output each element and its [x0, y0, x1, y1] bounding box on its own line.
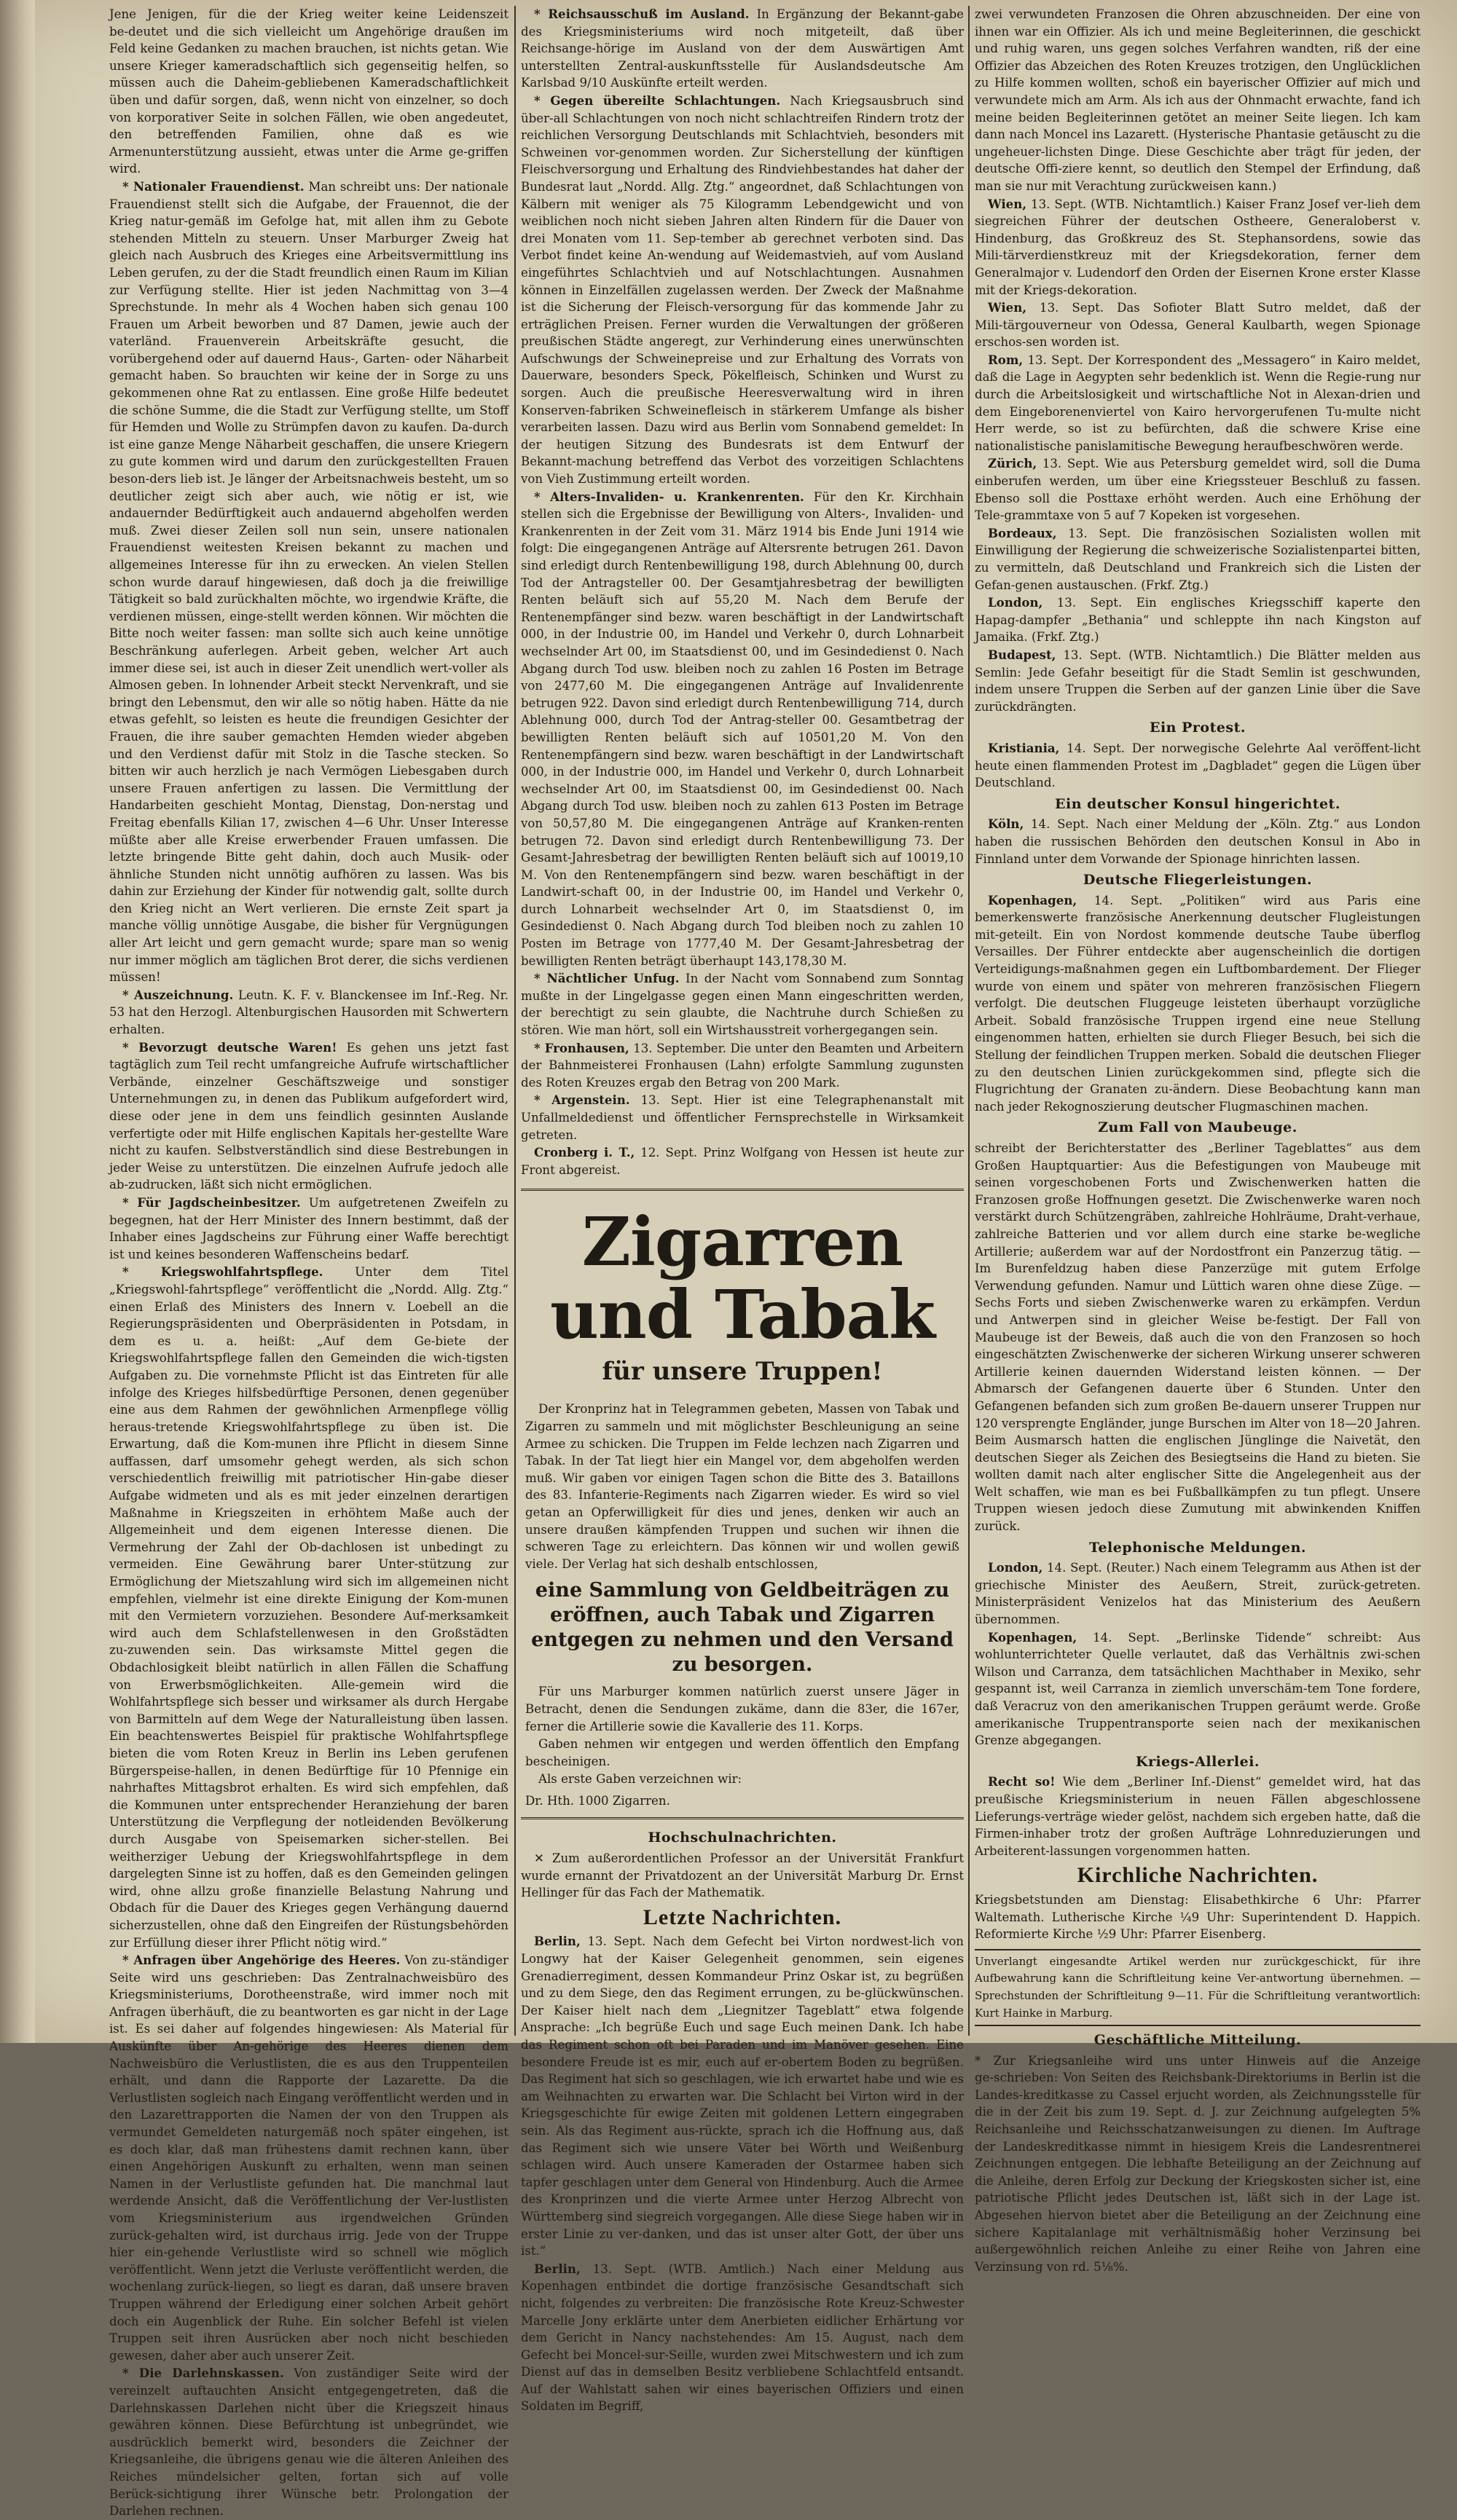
appeal-subline: für unsere Truppen!: [602, 1357, 883, 1387]
article-heading: * Gegen übereilte Schlachtungen.: [534, 92, 781, 108]
section-title-protest: Ein Protest.: [1149, 720, 1246, 736]
article-heading: * Für Jagdscheinbesitzer.: [122, 1194, 301, 1210]
section-title-hochschul: Hochschulnachrichten.: [648, 1830, 837, 1846]
article-kopenhagen-1: [975, 892, 1421, 1116]
article-heading: * Bevorzugt deutsche Waren!: [122, 1039, 337, 1055]
article-text: 12. Sept. Prinz Wolfgang von Hessen ist heute zur Front abgereist.: [521, 1146, 964, 1177]
appeal-gift: Dr. Hth. 1000 Zigarren.: [525, 1793, 670, 1808]
article-heading: * Argenstein.: [534, 1092, 630, 1108]
section-title-allerlei: Kriegs‑Allerlei.: [1135, 1753, 1260, 1770]
article-london-1: [975, 594, 1421, 646]
page-fold-shadow: [0, 0, 35, 2043]
article-schlachtungen: [521, 92, 964, 488]
article-cronberg: [521, 1144, 964, 1178]
article-kirchlich: Kriegsbetstunden am Dienstag: Elisabethkirche 6 Uhr: Pfarrer Waltemath. Lutherische Kirche ¼9 Uhr: Superintendent D. Happich. Reformierte Kirche ½9 Uhr: Pfarrer Eisenberg.: [975, 1892, 1421, 1942]
article-heading: Kopenhagen,: [988, 892, 1077, 907]
article-text: 13. Sept. (WTB. Amtlich.) Nach einer Meldung aus Kopenhagen entbindet die dortige französische Gesandtschaft sich nicht, folgendes zu verbreiten: Die französische Rote Kreuz‑Schwester Marcelle Jony erklärte unter dem Anerbieten eidlicher Erhärtung vor dem Gericht in Nancy nachstehendes: Am 15. August, nach dem Gefecht bei Moncel‑sur‑Seille, wurden zwei Mitschwestern und ich zum Dienst auf das in demselben Besitz verbliebene Schlachtfeld entsandt. Auf der Wahlstatt sahen wir eines bayerischen Offiziers und einen Soldaten im Begriff,: [521, 2261, 964, 2414]
article-heading: * Auszeichnung.: [122, 987, 234, 1002]
article-text: Nach Kriegsausbruch sind über‑all Schlachtungen von noch nicht schlachtreifen Rindern trotz der reichlichen Versorgung Deutschlands mit Schlachtvieh, besonders mit Schweinen vor‑genommen worden. Zur Sicherstellung der künftigen Fleischversorgung und Erhaltung des Rindviehbestandes hat daher der Bundesrat laut „Nordd. Allg. Ztg.“ angeordnet, daß Schlachtungen von Kälbern mit weniger als 75 Kilogramm Lebendgewicht und von weiblichen noch nicht sieben Jahren alten Rindern für die Dauer von drei Monaten vom 11. Sep‑tember ab gerechnet verboten sind. Das Verbot findet keine An‑wendung auf Weidemastvieh, auf vom Ausland eingeführtes Schlachtvieh und auf Notschlachtungen. Ausnahmen können in Einzelfällen zugelassen werden. Der Zweck der Maßnahme ist die Sicherung der Fleisch‑versorgung für das kommende Jahr zu erträglichen Preisen. Ferner wurden die Verwaltungen der größeren preußischen Städte angeregt, zur Verhinderung eines unerwünschten Aufschwungs der Schweinepreise und zur Erhaltung des Vorrats von Dauerware, besonders Speck, Pökelfleisch, Schinken und Wurst zu sorgen. Auch die preußische Heeresverwaltung wird in ihren Konserven‑fabriken Schweinefleisch in stärkerem Umfange als bisher verarbeiten lassen. Dazu wird aus Berlin vom Sonnabend gemeldet: In der heutigen Sitzung des Bundesrats ist dem Entwurf der Bekannt‑machung betreffend das Verbot des vorzeitigen Schlachtens von Vieh Zustimmung erteilt worden.: [521, 93, 964, 487]
article-text: Für den Kr. Kirchhain stellen sich die Ergebnisse der Bewilligung von Alters‑, Invaliden‑ und Krankenrenten in der Zeit vom 31. März 1914 bis Ende Juni 1914 wie folgt: Die eingegangenen Anträge auf Altersrente betrugen 261. Davon sind erledigt durch Rentenbewilligung 198, durch Ablehnung 00, durch Tod der Antragsteller 00. Der Gesamtjahresbetrag der bewilligten Renten beläuft sich auf 55,20 M. Nach dem Berufe der Rentenempfänger sind bezw. waren beschäftigt in der Landwirtschaft 000, in der Industrie 00, im Handel und Verkehr 0, durch Lohnarbeit wechselnder Art 00, im Staatsdienst 00, und im Gesindedienst 0. Nach Abgang durch Tod usw. bleiben noch zu zahlen 16 Posten im Betrage von 2477,60 M. Die eingegangenen Anträge auf Invalidenrente betrugen 922. Davon sind erledigt durch Rentenbewilligung 714, durch Ablehnung 000, durch Tod der Antrag‑steller 00. Gesamtbetrag der bewilligten Renten beläuft sich auf 10501,20 M. Von den Rentenempfängern sind bezw. waren beschäftigt in der Landwirtschaft 000, in der Industrie 000, im Handel und Verkehr 0, durch Lohnarbeit wechselnder Art 00, im Staatsdienst 00, im Gesindedienst 00. Nach Abgang durch Tod usw. bleiben noch zu zahlen 613 Posten im Betrage von 50,57,80 M. Die eingegangenen Anträge auf Kranken‑renten betrugen 72. Davon sind erledigt durch Rentenbewilligung 73. Der Gesamt‑Jahresbetrag der bewilligten Renten beläuft sich auf 10019,10 M. Von den Rentenempfängern sind bezw. waren beschäftigt in der Landwirt‑schaft 00, in der Industrie 00, im Handel und Verkehr 0, durch Lohnarbeit wechselnder Art 0, im Staatsdienst 0, im Gesindedienst 0. Nach Abgang durch Tod bleiben noch zu zahlen 10 Posten im Betrage von 1777,40 M. Der Gesamt‑Jahresbetrag der bewilligten Renten beträgt überhaupt 143,178,30 M.: [521, 489, 964, 968]
column-middle: [521, 6, 965, 2414]
article-berlin-1: [521, 1933, 964, 2259]
article-text: In Ergänzung der Bekannt‑gabe des Kriegsministeriums wird noch mitgeteilt, daß über Reichsange‑hörige im Ausland von der dem Auswärtigen Amt unterstellten Zentral‑auskunftsstelle für Auslandsdeutsche Am Karlsbad 9/10 Auskünfte erteilt werden.: [521, 7, 965, 90]
article-koeln: [975, 816, 1421, 867]
appeal-text: Als erste Gaben verzeichnen wir:: [538, 1772, 742, 1787]
article-anfragen: [109, 1952, 508, 2364]
article-text: Man schreibt uns: Der nationale Frauendienst stellt sich die Aufgabe, der Frauennot, die der Krieg natur‑gemäß im Gefolge hat, mit allen ihm zu Gebote stehenden Mitteln zu steuern. Unser Marburger Zweig hat gleich nach Ausbruch des Krieges eine Arbeitsvermittlung ins Leben gerufen, zu der die Stadt freundlich einen Raum im Kilian zur Verfügung stellte. Hier ist jeden Nachmittag von 3—4 Sprechstunde. In mehr als 4 Wochen haben sich genau 100 Frauen um Arbeit beworben und 87 Damen, jewie auch der vaterländ. Frauenverein Arbeitskräfte gesucht, die vorübergehend oder auf dauernd Haus‑, Garten‑ oder Näharbeit gemacht haben. So brauchten wir keine der in Sorge zu uns gekommenen ohne Rat zu entlassen. Eine große Hilfe bedeutet die schöne Summe, die die Stadt zur Verfügung stellte, um Stoff für Hemden und Wolle zu Strümpfen davon zu kaufen. Da‑durch ist eine ganze Menge Näharbeit geschaffen, die unsere Kriegern zu gute kommen wird und darum den zurückgestellten Frauen beson‑ders lieb ist. Je länger der Arbeitsnachweis besteht, um so deutlicher zeigt sich aber auch, wie nötig er ist, wie andauernder Bedürftigkeit auch andauernd abgeholfen werden muß. Zwei dieser Zeilen soll nun sein, unsere nationalen Frauendienst weitesten Kreisen bekannt zu machen und allgemeines Interesse für ihn zu erwecken. An vielen Stellen schon wurde darauf hingewiesen, daß doch ja die freiwillige Tätigkeit so bald zurückhalten möchte, wo irgendwie Kräfte, die verdienen müssen, einge‑stellt werden können. Wir möchten die Bitte noch weiter fassen: man sollte sich auch keine unnötige Beschränkung auferlegen. Arbeit geben, welcher Art auch immer diese sei, ist auch in dieser Zeit unendlich wert‑voller als Almosen geben. In lohnender Arbeit steckt Nervenkraft, und sie bringt den Lebensmut, den wir alle so nötig haben. Hätte da nie etwas gefehlt, so leisten es heute die freundigen Gesichter der Frauen, die ihre sauber gemachten Hemden wieder abgeben und den Verdienst dafür mit Stolz in die Tasche stecken. So bitten wir auch herzlich je nach Vermögen Liebesgaben durch unsere Frauen anfertigen zu lassen. Die Vermittlung der Handarbeiten geschieht Montag, Dienstag, Don‑nerstag und Freitag ebenfalls Kilian 17, zwischen 4—6 Uhr. Unser Interesse müßte aber alle Kreise erwerbender Frauen umfassen. Die letzte bringende Bitte geht dahin, doch auch Musik‑ oder ähnliche Stunden nicht unnötig aufhören zu lassen. Was bis dahin zur Erziehung der Kinder für notwendig galt, sollte durch den Krieg nicht an Wert verlieren. Die ernste Zeit spart ja manche völlig unnötige Ausgabe, die bisher für Vergnügungen aller Art leicht und gern gemacht wurde; spare man so wenig nur immer möglich am täglichen Brot derer, die sichs verdienen müssen!: [109, 179, 509, 985]
article-heading: Berlin,: [534, 1934, 581, 1949]
article-heading: Cronberg i. T.,: [534, 1145, 635, 1160]
article-heading: * Fronhausen,: [534, 1040, 629, 1055]
article-heading: Wien,: [988, 196, 1027, 211]
article-text: 13. Sept. Der Korrespondent des „Messagero“ in Kairo meldet, daß die Lage in Aegypten sehr bedenklich ist. Wenn die Regie‑rung nur durch die Arbeitslosigkeit und wirtschaftliche Not in Alexan‑drien und dem Eingeborenenviertel von Kairo hervorgerufenen Tu‑multe nicht Herr werde, so ist zu befürchten, daß die schwere Krise eine nationalistische panislamitische Bewegung heraufbeschwören werde.: [975, 353, 1421, 453]
article-text: 14. Sept. (Reuter.) Nach einem Telegramm aus Athen ist der griechische Minister des Aeußern, Streit, zurück‑getreten. Ministerpräsident Venizelos hat das Ministerium des Aeußern übernommen.: [975, 1561, 1421, 1627]
article-text: 13. Sept. Hier ist eine Telegraphenanstalt mit Unfallmeldedienst und öffentlicher Fernsprechstelle in Wirksamkeit getreten.: [521, 1093, 964, 1142]
article-text: 13. Sept. Wie aus Petersburg gemeldet wird, soll die Duma einberufen werden, um über eine Kriegssteuer Beschluß zu fassen. Ebenso soll die Posttaxe erhöht werden. Auch eine Erhöhung der Tele‑grammtaxe von 5 auf 7 Kopeken ist vorgesehen.: [975, 457, 1421, 523]
article-heading: * Nationaler Frauendienst.: [122, 178, 305, 194]
article-text: Von zuständiger Seite wird der vereinzelt auftauchten Ansicht entgegengetreten, daß die Darlehnskassen Darlehen nicht über die Kriegszeit hinaus gewähren können. Diese Befürchtung ist unbegründet, wie ausdrücklich bemerkt wird, besonders die Zeichner der Kriegsanleihe, die übrigens genau wie die älteren Anleihen des Reiches mündelsicher gelten, fortan sich auf volle Berück‑sichtigung ihrer Wünsche betr. Prolongation der Darlehen rechnen.: [109, 2366, 508, 2519]
article-kriegswohlfahrtspflege: [109, 1264, 508, 1951]
article-hochschul: ✕ Zum außerordentlichen Professor an der Universität Frankfurt wurde ernannt der Privatdozent an der Universität Marburg Dr. Ernst Hellinger für das Fach der Mathematik.: [521, 1851, 964, 1900]
article-wien-1: [975, 196, 1421, 299]
article-heading: London,: [988, 1560, 1043, 1575]
section-title-telephonisch: Telephonische Meldungen.: [1089, 1539, 1306, 1556]
article-text: Unter dem Titel „Kriegswohl‑fahrtspflege“ veröffentlicht die „Nordd. Allg. Ztg.“ einen Erlaß des Ministers des Innern v. Loebell an die Regierungspräsidenten und Oberpräsidenten in Potsdam, in dem es u. a. heißt: „Auf dem Ge‑biete der Kriegswohlfahrtspflege fallen den Gemeinden die wich‑tigsten Aufgaben zu. Die vornehmste Pflicht ist das Eintreten für alle infolge des Krieges hilfsbedürftige Personen, denen gegenüber eine aus dem Rahmen der gewöhnlichen Armenpflege völlig heraus‑tretende Kriegswohlfahrtspflege zu üben ist. Die Erwartung, daß die Kom‑munen ihre Pflicht in diesem Sinne auffassen, darf umsomehr gehegt werden, als sich schon verschiedentlich freiwillig mit patriotischer Hin‑gabe dieser Aufgabe widmeten und als es mit jeder einzelnen derartigen Maßnahme in Kriegszeiten in erhöhtem Maße auch der Allgemeinheit und dem eigenen Interesse dienen. Die Vermehrung der Zahl der Ob‑dachlosen ist unbedingt zu vermeiden. Eine Gewährung barer Unter‑stützung zur Ermöglichung der Mietszahlung wird sich im allgemeinen nicht empfehlen, vielmehr ist eine direkte Einigung der Kom‑munen mit den Vermietern vorzuziehen. Besondere Auf‑merksamkeit wird auch dem Schlafstellenwesen in den Großstädten zu‑zuwenden sein. Das wirksamste Mittel gegen die Obdachlosigkeit bleibt natürlich in allen Fällen die Schaffung von Erwerbsmöglichkeiten. Alle‑gemein wird die Wohlfahrtspflege sich besser und wirksamer als durch Hergabe von Barmitteln auf dem Wege der Naturalleistung üben lassen. Ein beachtenswertes Beispiel für praktische Wohlfahrtspflege bieten die vom Roten Kreuz in Berlin ins Leben gerufenen Bürgerspeise‑hallen, in denen Bedürftige für 10 Pfennige ein nahrhaftes Mittagsbrot erhalten. Es wird sich empfehlen, daß die Kommunen unter entsprechender Heranziehung der baren Unterstützung die Verpflegung der notleidenden Bevölkerung durch Ausgabe von Speisemarken sicher‑stellen. Bei weitherziger Uebung der Kriegswohlfahrtspflege in dem dargelegten Sinne ist zu hoffen, daß es den Gemeinden gelingen wird, ohne allzu große finanzielle Belastung Nahrung und Obdach für die Dauer des Krieges gegen Verhängung dauernd sicherzustellen, ohne daß den Eingreifen der Rüstungsbehörden zur Erfüllung dieser ihrer Pflicht nötig wird.“: [109, 1265, 508, 1950]
article-kopenhagen-2: [975, 1629, 1421, 1749]
section-title-kirchlich: Kirchliche Nachrichten.: [1077, 1863, 1319, 1888]
article-berlin-2: [521, 2261, 964, 2415]
column-rule: [514, 6, 516, 2036]
article-text: 13. Sept. Das Sofioter Blatt Sutro meldet, daß der Mili‑tärgouverneur von Odessa, General Kaulbarth, wegen Spionage erschos‑sen worden ist.: [975, 301, 1421, 350]
article-heading: Berlin,: [534, 2261, 581, 2276]
article-heading: * Anfragen über Angehörige des Heeres.: [122, 1953, 401, 1968]
article-heading: Rom,: [988, 352, 1024, 367]
section-title-geschaeftlich: Geschäftliche Mitteilung.: [1093, 2032, 1302, 2049]
article-auszeichnung: [109, 987, 508, 1039]
article-geschaeftlich: * Zur Kriegsanleihe wird uns unter Hinweis auf die Anzeige ge‑schrieben: Von Seiten des Reichsbank‑Direktoriums in Berlin ist die Landes‑kreditkasse zu Cassel erjucht worden, als Zeichnungsstelle für die in der Zeit bis zum 19. Sept. d. J. zur Zeichnung aufgelegten 5% Reichsanleihe und Reichsschatzanweisungen zu dienen. Im Auftrage der Landeskreditkasse nimmt in hiesigem Kreis die Landesrentnerei Zeichnungen entgegen. Die lebhafte Beteiligung an der Zeichnung auf die Anleihe, deren Erfolg zur Deckung der Kriegskosten sicher ist, eine patriotische Pflicht jedes Deutschen ist, läßt sich in der Lage ist. Abgesehen hiervon bietet aber die Beteiligung an der Zeichnung eine sichere Kapitalanlage mit verhältnismäßig hoher Verzinsung bei außergewöhnlich reichen Anleihe zu einer Reihe von Jahren eine Verzinsung von rd. 5⅛%.: [975, 2053, 1421, 2274]
article-budapest: [975, 647, 1421, 715]
article-renten: [521, 489, 964, 970]
article-jagdschein: [109, 1194, 508, 1263]
article-text: 14. Sept. Der norwegische Gelehrte Aal veröffent‑licht heute einen flammenden Protest im „Dagbladet“ gegen die Lügen über Deutschland.: [975, 741, 1421, 790]
article-text: 13. Sept. Nach dem Gefecht bei Virton nordwest‑lich von Longwy hat der Kaiser Gelegenheit genommen, sein eigenes Grenadierregiment, dessen Kommandeur Prinz Oskar ist, zu begrüßen und zu dem Siege, den das Regiment errungen, zu be‑glückwünschen. Der Kaiser hielt nach dem „Liegnitzer Tageblatt“ etwa folgende Ansprache: „Ich begrüße Euch und sage Euch meinen Dank. Ich habe das Regiment schon oft bei Paraden und im Manöver gesehen. Eine besondere Freude ist es mir, euch auf er‑obertem Boden zu begrüßen. Das Regiment hat sich so geschlagen, wie ich erwartet habe und wie es am Weihnachten zu erwarten war. Die Schlacht bei Virton wird in der Kriegsgeschichte für ewige Zeiten mit goldenen Lettern eingegraben sein. Als das Regiment aus‑rückte, sprach ich die Hoffnung aus, daß das Regiment sich wie unsere Väter bei Wörth und Weißenburg schlagen wird. Auch unsere Kameraden der Ostarmee haben sich tapfer geschlagen unter dem General von Hindenburg. Auch die Armee des Kronprinzen und die vierte Armee unter Herzog Albrecht von Württemberg sind siegreich vorgegangen. Alle diese Siege haben wir in erster Linie zu ver‑danken, und das ist unser alter Gott, der über uns ist.“: [521, 1934, 964, 2259]
article-deutsche-waren: [109, 1039, 508, 1194]
article-text: Wie dem „Berliner Inf.‑Dienst“ gemeldet wird, hat das preußische Kriegsministerium in neuen Fällen abgeschlossene Lieferungs‑verträge wieder gelöst, nachdem sich ergeben hatte, daß die Firmen‑inhaber trotz der großen Aufträge Lohnreduzierungen und Arbeiterent‑lassungen vorgenommen hatten.: [975, 1775, 1421, 1858]
appeal-text: Gaben nehmen wir entgegen und werden öffentlich den Empfang bescheinigen.: [525, 1737, 959, 1768]
article-unfug: [521, 970, 964, 1039]
appeal-callout: eine Sammlung von Geldbeiträgen zu eröffnen, auch Tabak und Zigarren entgegen zu nehmen und den Versand zu besorgen.: [531, 1579, 954, 1677]
article-text: Es gehen uns jetzt fast tagtäglich zum Teil recht umfangreiche Aufrufe wirtschaftlicher Verbände, einzelner Geschäftszweige und sonstiger Unternehmungen zu, in denen das Publikum aufgefordert wird, diese oder jene in dem uns feindlich gesinnten Auslande verfertigte oder mit Hilfe englischen Kapitals her‑gestellte Ware nicht zu kaufen. Selbstverständlich sind diese Bestrebungen in jeder Weise zu unterstützen. Die einzelnen Aufrufe jedoch alle ab‑zudrucken, läßt sich nicht ermöglichen.: [109, 1040, 508, 1192]
appeal-zigarren-tabak: [521, 1189, 964, 1819]
column-rule: [968, 6, 970, 2036]
article-rom: [975, 352, 1421, 455]
article-text: Von zu‑ständiger Seite wird uns geschrieben: Das Zentralnachweisbüro des Kriegsministeriums, Dorotheenstraße, wird immer noch mit Anfragen überhäuft, die zu beantworten es gar nicht in der Lage ist. Es sei daher auf folgendes hingewiesen: Als Material für Auskünfte über An‑gehörige des Heeres dienen dem Nachweisbüro die Verlustlisten, die es aus den Truppenteilen erhält, und dann die Rapporte der Lazarette. Da die Verlustlisten sogleich nach Eingang veröffentlicht werden und in den Lazarettrapporten die Namen der von den Truppen als vermundet Gemeldeten naturgemäß noch später eingehen, ist es doch klar, daß man frühestens damit rechnen kann, über einen Angehörigen Auskunft zu erhalten, wenn man seinen Namen in der Verlustliste gefunden hat. Die manchmal laut werdende Ansicht, daß die Veröffentlichung der Ver‑lustlisten vom Kriegsministerium aus irgendwelchen Gründen zurück‑gehalten wird, ist durchaus irrig. Jede von der Truppe hier ein‑gehende Verlustliste wird so schnell wie möglich veröffentlicht. Wenn jetzt die Verluste veröffentlicht werden, die wochenlang zurück‑liegen, so liegt es daran, daß unsere braven Truppen während der Erledigung einer solchen Arbeit gehört doch ein Augenblick der Ruhe. Ein solcher Befehl ist vielen Truppen seit ihren Ausrücken aber noch nicht beschieden gewesen, daher aber auch unserer Zeit.: [109, 1953, 508, 2363]
article-heading: * Reichsausschuß im Ausland.: [534, 7, 750, 21]
column-right: [975, 6, 1421, 2274]
article-bordeaux: [975, 525, 1421, 594]
article-heading: * Kriegswohlfahrtspflege.: [122, 1264, 323, 1280]
article-argenstein: [521, 1092, 964, 1143]
article-heading: Budapest,: [988, 647, 1056, 662]
article-paragraph: zwei verwundeten Franzosen die Ohren abzuschneiden. Der eine von ihnen war ein Offizier. Als ich und meine Begleiterinnen, die geschickt und ruhig waren, uns gegen solches Verfahren wandten, riß der eine Offizier das Abzeichen des Roten Kreuzes trotzigen, den Unglücklichen zu Hilfe kommen wollten, schoß ein bayerischer Offizier auf mich und verwundete mich am Arm. Als ich aus der Ohnmacht erwachte, fand ich meine beiden Begleiterinnen getötet an meiner Seite liegen. Ich kam dann nach Moncel ins Lazarett. (Hysterische Phantasie getäuscht zu die ungeheuer‑lichsten Dinge. Diese Geschichte aber trägt für jeden, der deutsche Offi‑ziere kennt, so deutlich den Stempel der Erfindung, daß man sie nur mit Verachtung zurückweisen kann.): [975, 7, 1421, 193]
article-text: 13. Sept. Die französischen Sozialisten wollen mit Einwilligung der Regierung die schweizerische Sozialistenpartei bitten, zu vermitteln, daß Deutschland und Frankreich sich die Listen der Gefan‑genen austauschen. (Frkf. Ztg.): [975, 526, 1421, 592]
article-wien-2: [975, 299, 1421, 351]
article-text: 14. Sept. Nach einer Meldung der „Köln. Ztg.“ aus London haben die russischen Behörden den deutschen Konsul in Abo in Finnland unter dem Vorwande der Spionage hinrichten lassen.: [975, 817, 1421, 866]
article-text: 13. Sept. Ein englisches Kriegsschiff kaperte den Hapag‑dampfer „Bethania“ und schleppte ihn nach Kingston auf Jamaika. (Frkf. Ztg.): [975, 596, 1421, 645]
article-heading: Recht so!: [988, 1774, 1056, 1789]
editorial-note: Unverlangt eingesandte Artikel werden nur zurückgeschickt, für ihre Aufbewahrung kann die Schriftleitung keine Ver‑antwortung übernehmen. — Sprechstunden der Schriftleitung 9—11. Für die Schriftleitung verantwortlich: Kurt Hainke in Marburg.: [975, 1949, 1421, 2026]
article-nationaler-frauendienst: [109, 178, 508, 986]
article-heading: Kopenhagen,: [988, 1629, 1077, 1645]
article-london-2: [975, 1559, 1421, 1628]
column-left: [109, 6, 509, 2519]
article-text: Um aufgetretenen Zweifeln zu begegnen, hat der Herr Minister des Innern bestimmt, daß der Inhaber eines Jagdscheins zur Führung einer Waffe berechtigt ist und keines besonderen Waffenscheins bedarf.: [109, 1195, 508, 1261]
article-heading: Wien,: [988, 300, 1027, 315]
article-heading: Zürich,: [988, 456, 1037, 471]
article-zuerich: [975, 455, 1421, 524]
article-text: In der Nacht vom Sonnabend zum Sonntag mußte in der Lingelgasse gegen einen Mann eingeschritten werden, der berechtigt zu sein glaubte, die Nachtruhe durch Schießen zu stören. Wie man hört, soll ein Wirtshausstreit vorhergegangen sein.: [521, 972, 964, 1038]
article-text: 14. Sept. „Politiken“ wird aus Paris eine bemerkenswerte französische Anerkennung deutscher Flugleistungen mit‑geteilt. Ein von Nordost kommende deutsche Taube überflog Versailles. Der Führer entdeckte aber augenscheinlich die dortigen Verteidigungs‑maßnahmen gegen ein Luftbombardement. Der Flieger wurde von einem und später von mehreren französischen Fliegern verfolgt. Die deutschen Fluggeuge leisteten überhaupt vorzügliche Arbeit. Sobald französische Truppen irgend eine neue Stellung eingenommen hatten, erhielten sie durch Flieger Besuch, bei sich die Stellung der feindlichen Truppen merken. Sobald die deutschen Flieger zu den deutschen Linien zurückgekommen sind, pflegte sich die Flugrichtung der Granaten zu‑ändern. Diese Beobachtung kann man nach jeder Rekognoszierung deutscher Flugmaschinen machen.: [975, 893, 1421, 1114]
appeal-text: Für uns Marburger kommen natürlich zuerst unsere Jäger in Betracht, denen die Sendungen zukäme, dann die 83er, die 167er, ferner die Artillerie sowie die Kavallerie des 11. Korps.: [525, 1685, 959, 1733]
article-recht-so: [975, 1773, 1421, 1859]
section-title-flieger: Deutsche Fliegerleistungen.: [1083, 872, 1313, 889]
section-title-maubeuge: Zum Fall von Maubeuge.: [1098, 1119, 1297, 1136]
article-heading: * Nächtlicher Unfug.: [534, 971, 680, 986]
article-maubeuge: schreibt der Berichterstatter des „Berliner Tageblattes“ aus dem Großen Hauptquartier: Aus die Befestigungen von Maubeuge mit seinen vorgeschobenen Forts und Zwischenwerken hatten die Franzosen große Hoffnungen gesetzt. Die Zwischenwerke waren noch verstärkt durch Schützengräben, zahlreiche Hohlräume, Draht‑verhaue, zahlreiche Batterien und vor allem durch eine starke be‑wegliche Artillerie; außerdem war auf der Nordostfront ein Panzerzug tätig. — Im Burenfeldzug haben diese Panzerzüge mit gutem Erfolge Verwendung gefunden. Namur und Lüttich waren ohne diese Züge. — Sechs Forts und sieben Zwischenwerke waren zu erkämpfen. Verdun und Antwerpen sind in gleicher Weise be‑festigt. Der Fall von Maubeuge ist der Beweis, daß auch die von den Franzosen so hoch eingeschätzten Zwischenwerke der sicheren Wirkung unserer schweren Artillerie keinen dauernden Widerstand leisten können. — Der Abmarsch der Gefangenen dauerte über 6 Stunden. Unter den Gefangenen befanden sich zum großen Be‑dauern unserer Truppen nur 120 versprengte Engländer, junge Burschen im Alter von 18—20 Jahren. Beim Ausmarsch hatten die englischen Jünglinge die Naivetät, den deutschen Sieger als Zeichen des Besiegtseins die Hand zu bieten. Sie wollten damit nach alter englischer Sitte die Angelegenheit aus der Welt schaffen, wie man es bei Fußballkämpfen zu tun pflegt. Unsere Truppen wiesen jedoch diese Zumutung mit abwinkenden Kniffen zurück.: [975, 1141, 1421, 1534]
article-reichsausschuss: [521, 6, 964, 92]
article-heading: London,: [988, 595, 1043, 610]
article-text: 13. Sept. (WTB. Nichtamtlich.) Kaiser Franz Josef ver‑lieh dem siegreichen Führer der deutschen Ostheere, Generaloberst v. Hindenburg, das Großkreuz des St. Stephansordens, sowie das Mili‑tärverdienstkreuz mit der Kriegsdekoration, ferner dem Generalmajor v. Ludendorf den Orden der Eisernen Krone erster Klasse mit der Kriegs‑dekoration.: [975, 197, 1421, 297]
article-text: 13. September. Die unter den Beamten und Arbeitern der Bahnmeisterei Fronhausen (Lahn) erfolgte Sammlung zugunsten des Roten Kreuzes ergab den Betrag von 200 Mark.: [521, 1041, 964, 1090]
article-paragraph: Jene Jenigen, für die der Krieg weiter keine Leidenszeit be‑deutet und die sich vielleicht um Angehörige draußen im Feld keine Gedanken zu machen brauchen, ist nichts getan. Wie unsere Krieger kameradschaftlich sich gegenseitig helfen, so müssen auch die Daheim‑gebliebenen Kameradschaftlichkeit üben und dafür sorgen, daß, wenn nicht von einzelner, so doch von korporativer Seite in solchen Fällen, wie oben angedeutet, den betreffenden Familien, ohne daß es wie Armenunterstützung aussieht, etwas unter die Arme ge‑griffen wird.: [109, 7, 508, 176]
article-heading: Köln,: [988, 816, 1024, 832]
appeal-headline: Zigarren und Tabak: [549, 1202, 935, 1355]
article-heading: Kristiania,: [988, 740, 1060, 755]
section-title-letzte-nachrichten: Letzte Nachrichten.: [643, 1905, 842, 1929]
article-text: Leutn. K. F. v. Blanckensee im Inf.‑Reg. Nr. 53 hat den Herzogl. Altenburgischen Hausorden mit Schwertern erhalten.: [109, 988, 508, 1037]
article-text: 13. Sept. (WTB. Nichtamtlich.) Die Blätter melden aus Semlin: Jede Gefahr beseitigt für die Stadt Semlin ist geschwunden, indem unsere Truppen die Serben auf der ganzen Linie über die Save zurückdrängten.: [975, 647, 1421, 714]
article-heading: * Alters‑Invaliden‑ u. Krankenrenten.: [534, 489, 804, 504]
section-title-konsul: Ein deutscher Konsul hingerichtet.: [1055, 795, 1340, 812]
article-heading: Bordeaux,: [988, 525, 1057, 540]
article-darlehnskassen: [109, 2365, 508, 2519]
article-fronhausen: [521, 1040, 964, 1092]
article-kristiania: [975, 740, 1421, 792]
article-heading: * Die Darlehnskassen.: [122, 2366, 284, 2381]
appeal-text: Der Kronprinz hat in Telegrammen gebeten, Massen von Tabak und Zigarren zu sammeln und mit möglichster Beschleunigung an seine Armee zu schicken. Die Truppen im Felde lechzen nach Zigarren und Tabak. In der Tat liegt hier ein Mangel vor, dem abgeholfen werden muß. Wir gaben vor einigen Tagen schon die Bitte des 3. Bataillons des 83. Infanterie‑Regiments nach Zigarren wieder. Es wird so viel getan an Opferwilligkeit für dies und jenes, denken wir auch an unsere draußen kämpfenden Truppen und suchen wir ihnen die schweren Tage zu erleichtern. Das können wir und wollen gewiß viele. Der Verlag hat sich deshalb entschlossen,: [525, 1402, 959, 1571]
article-text: 14. Sept. „Berlinske Tidende“ schreibt: Aus wohlunterrichteter Quelle verlautet, daß das Verhältnis zwi‑schen Wilson und Carranza, dem tatsächlichen Machthaber in Mexiko, sehr gespannt ist, weil Carranza in ziemlich unverschäm‑tem Tone fordere, daß Veracruz von den amerikanischen Truppen geräumt werde. Große amerikanische Truppentransporte seien nach der mexikanischen Grenze abgegangen.: [975, 1630, 1421, 1748]
